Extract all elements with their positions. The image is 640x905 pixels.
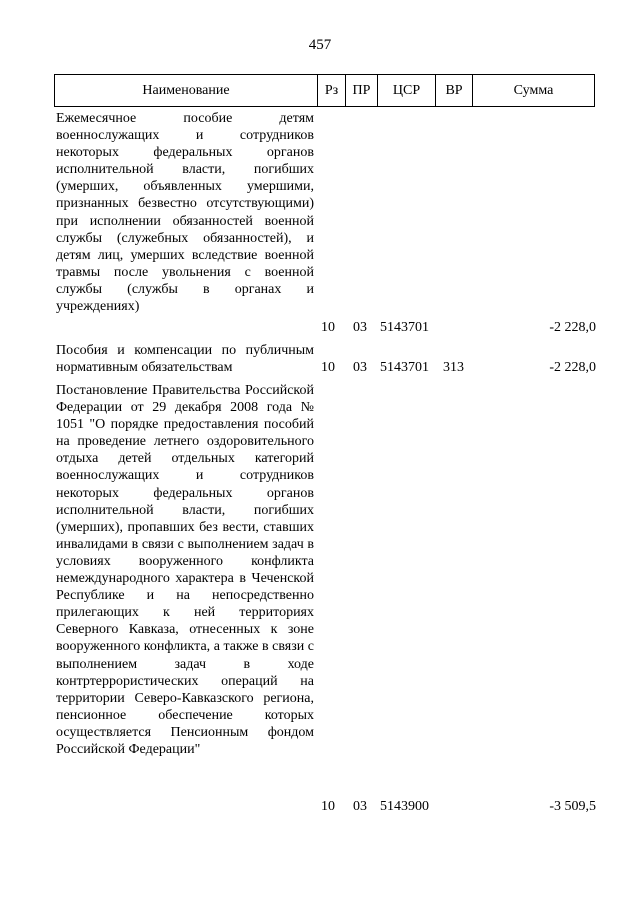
row-rz: 10 xyxy=(321,320,335,335)
row-pr: 03 xyxy=(353,799,367,814)
header-vr: ВР xyxy=(436,75,473,106)
row-vr: 313 xyxy=(443,360,464,375)
header-csr: ЦСР xyxy=(378,75,436,106)
table-header xyxy=(54,74,595,107)
header-name: Наименование xyxy=(55,75,318,106)
row-sum: -2 228,0 xyxy=(549,360,596,375)
page-number: 457 xyxy=(308,37,332,53)
row-pr: 03 xyxy=(353,320,367,335)
header-rz: Рз xyxy=(318,75,346,106)
row-csr: 5143900 xyxy=(380,799,429,814)
row-name: Постановление Правительства Российской Федерации от 29 декабря 2008 года № 1051 "О порядке предоставления пособий на проведение летнего оздоровительного отдыха детей отдельных категорий военнослужащих и сотрудников некоторых федеральных органов исполнительной власти, погибших (умерших), пропавших без вести, ставших инвалидами в связи с выполнением задач в условиях вооруженного конфликта немеждународного характера в Чеченской Республике и на непосредственно прилегающих к ней территориях Северного Кавказа, отнесенных к зоне вооруженного конфликта, а также в связи с выполнением задач в ходе контртеррористических операций на территории Северо-Кавказского региона, пенсионное обеспечение которых осуществляется Пенсионным фондом Российской Федерации" xyxy=(56,383,314,757)
row-name: Ежемесячное пособие детям военнослужащих и сотрудников некоторых федеральных органов исполнительной власти, погибших (умерших, объявленных умершими, признанных безвестно отсутствующими) при исполнении обязанностей военной службы (служебных обязанностей), и детям лиц, умерших вследствие военной травмы после увольнения с военной службы (службы в органах и учреждениях) xyxy=(56,111,314,315)
row-sum: -2 228,0 xyxy=(549,320,596,335)
row-rz: 10 xyxy=(321,799,335,814)
row-csr: 5143701 xyxy=(380,320,429,335)
row-name: Пособия и компенсации по публичным нормативным обязательствам xyxy=(56,343,314,376)
row-csr: 5143701 xyxy=(380,360,429,375)
header-pr: ПР xyxy=(346,75,378,106)
row-sum: -3 509,5 xyxy=(549,799,596,814)
header-sum: Сумма xyxy=(513,82,554,98)
row-rz: 10 xyxy=(321,360,335,375)
row-pr: 03 xyxy=(353,360,367,375)
